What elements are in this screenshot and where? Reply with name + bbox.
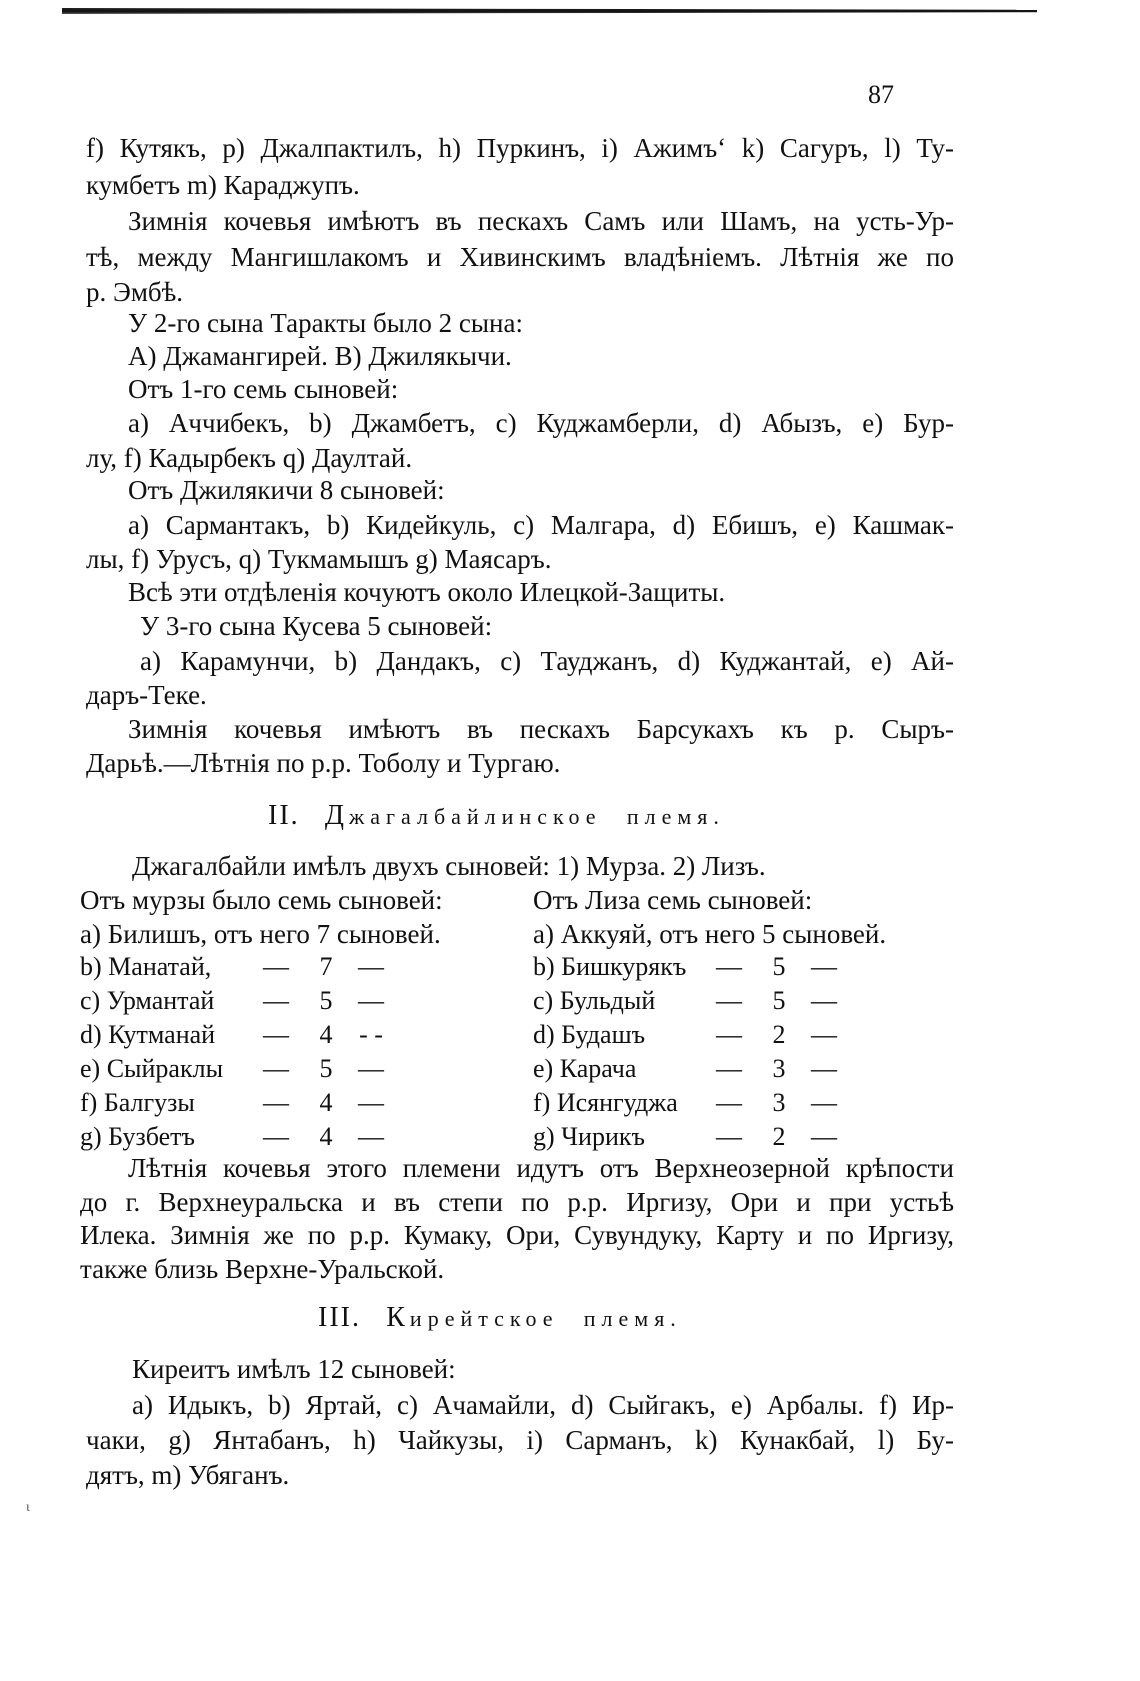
son-row: [80, 1086, 392, 1120]
son-name: f) Исянгуджа: [533, 1088, 678, 1117]
text-line: a) Карамунчи, b) Дандакъ, c) Тауджанъ, d) Куджантай, e) Ай-: [140, 646, 954, 676]
text-line: лы, f) Урусъ, q) Тукмамышъ g) Маясаръ.: [86, 544, 552, 574]
dash-mark: —: [358, 1122, 384, 1151]
son-name: e) Карача: [533, 1054, 637, 1083]
page-number: 87: [868, 80, 894, 109]
son-row: [80, 984, 392, 1018]
son-count: 3: [772, 1054, 786, 1083]
dash-mark: —: [716, 952, 742, 981]
dash-mark: —: [716, 986, 742, 1015]
son-count: 5: [319, 1054, 333, 1083]
text-line: до г. Верхнеуральска и въ степи по р.р. Иргизу, Ори и при устьѣ: [80, 1187, 954, 1217]
son-name: g) Чирикъ: [533, 1122, 645, 1151]
dash-mark: —: [358, 1088, 384, 1117]
son-name: f) Балгузы: [80, 1088, 195, 1117]
heading-word: племя.: [583, 1306, 682, 1331]
son-count: 2: [772, 1020, 786, 1049]
header-rule: [62, 8, 1037, 14]
son-count: 5: [772, 986, 786, 1015]
right-column-header: Отъ Лиза семь сыновей:: [533, 885, 813, 915]
heading-word: жагалбайлинское: [349, 804, 602, 829]
text-line: также близь Верхне-Уральской.: [80, 1254, 445, 1284]
son-name: d) Будашъ: [533, 1020, 646, 1049]
son-count: 5: [772, 952, 786, 981]
dash-mark: —: [811, 1054, 837, 1083]
text-line: тѣ, между Мангишлакомъ и Хивинскимъ владѣніемъ. Лѣтнія же по: [86, 242, 954, 272]
text-line: У 2-го сына Таракты было 2 сына:: [128, 308, 523, 338]
son-count: 4: [319, 1122, 333, 1151]
heading-word: племя.: [626, 804, 725, 829]
son-row: [533, 1086, 845, 1120]
text-line: лу, f) Кадырбекъ q) Даултай.: [86, 443, 413, 473]
son-name: e) Сыйраклы: [80, 1054, 224, 1083]
dash-mark: —: [263, 1088, 289, 1117]
heading-initial: К: [386, 1302, 410, 1333]
dash-mark: —: [716, 1122, 742, 1151]
dash-mark: —: [716, 1088, 742, 1117]
dash-mark: - -: [359, 1020, 383, 1049]
son-row: [80, 1052, 392, 1086]
text-line: дятъ, m) Убяганъ.: [86, 1460, 290, 1490]
right-sons-table: [533, 950, 845, 1154]
son-count: 4: [319, 1020, 333, 1049]
text-line: A) Джамангирей. B) Джилякычи.: [128, 341, 512, 371]
left-column-header: Отъ мурзы было семь сыновей:: [80, 885, 443, 915]
text-line: Киреитъ имѣлъ 12 сыновей:: [132, 1354, 456, 1384]
son-count: 2: [772, 1122, 786, 1151]
dash-mark: —: [811, 986, 837, 1015]
son-name: b) Бишкурякъ: [533, 952, 687, 981]
text-line: даръ-Теке.: [86, 680, 207, 710]
text-line: Лѣтнія кочевья этого племени идутъ отъ Верхнеозерной крѣпости: [128, 1153, 954, 1183]
son-row: [533, 1052, 845, 1086]
text-line: Всѣ эти отдѣленія кочуютъ около Илецкой-Защиты.: [128, 577, 726, 607]
dash-mark: —: [263, 1020, 289, 1049]
dash-mark: —: [263, 1054, 289, 1083]
dash-mark: —: [358, 986, 384, 1015]
dash-mark: —: [811, 1088, 837, 1117]
son-name: g) Бузбетъ: [80, 1122, 195, 1151]
text-line: Зимнія кочевья имѣютъ въ пескахъ Самъ или Шамъ, на усть-Ур-: [128, 206, 954, 236]
section-numeral: III.: [318, 1302, 361, 1333]
section-numeral: II.: [268, 800, 300, 831]
section-heading: [268, 800, 725, 832]
section-heading: [318, 1302, 682, 1334]
heading-initial: Д: [324, 800, 350, 831]
dash-mark: —: [263, 1122, 289, 1151]
text-line: Отъ Джилякичи 8 сыновей:: [128, 475, 445, 505]
son-name: b) Манатай,: [80, 952, 212, 981]
section-intro: Джагалбайли имѣлъ двухъ сыновей: 1) Мурза. 2) Лизъ.: [132, 851, 766, 881]
left-first-row: a) Билишъ, отъ него 7 сыновей.: [80, 919, 441, 949]
son-count: 5: [319, 986, 333, 1015]
text-line: Зимнія кочевья имѣютъ въ пескахъ Барсукахъ къ р. Сыръ-: [128, 714, 954, 744]
heading-word: ирейтское: [409, 1306, 559, 1331]
dash-mark: —: [811, 1020, 837, 1049]
dash-mark: —: [716, 1020, 742, 1049]
son-name: d) Кутманай: [80, 1020, 216, 1049]
dash-mark: —: [263, 986, 289, 1015]
son-row: [533, 950, 845, 984]
text-line: Илека. Зимнія же по р.р. Кумаку, Ори, Сувундуку, Карту и по Иргизу,: [80, 1220, 954, 1250]
text-line: кумбетъ m) Караджупъ.: [86, 170, 360, 200]
text-line: р. Эмбѣ.: [86, 277, 184, 307]
son-name: c) Бульдый: [533, 986, 656, 1015]
son-name: c) Урмантай: [80, 986, 215, 1015]
son-row: [533, 984, 845, 1018]
text-line: У 3-го сына Кусева 5 сыновей:: [140, 611, 493, 641]
dash-mark: —: [811, 952, 837, 981]
text-line: чаки, g) Янтабанъ, h) Чайкузы, i) Сарманъ, k) Кунакбай, l) Бу-: [86, 1425, 954, 1455]
son-row: [533, 1018, 845, 1052]
right-first-row: a) Аккуяй, отъ него 5 сыновей.: [533, 919, 887, 949]
text-line: Отъ 1-го семь сыновей:: [128, 374, 399, 404]
dash-mark: —: [263, 952, 289, 981]
son-count: 3: [772, 1088, 786, 1117]
text-line: Дарьѣ.—Лѣтнія по р.р. Тоболу и Тургаю.: [86, 748, 561, 778]
dash-mark: —: [358, 952, 384, 981]
text-line: f) Кутякъ, p) Джалпактилъ, h) Пуркинъ, i) Ажимъ‘ k) Сагуръ, l) Ту-: [86, 133, 954, 163]
son-row: [80, 950, 392, 984]
text-line: a) Сармантакъ, b) Кидейкуль, c) Малгара, d) Ебишъ, e) Кашмак-: [128, 510, 954, 540]
son-row: [80, 1120, 392, 1154]
margin-mark: ι: [26, 1500, 30, 1515]
son-row: [80, 1018, 392, 1052]
dash-mark: —: [811, 1122, 837, 1151]
son-count: 4: [319, 1088, 333, 1117]
dash-mark: —: [716, 1054, 742, 1083]
left-sons-table: [80, 950, 392, 1154]
text-line: a) Аччибекъ, b) Джамбетъ, c) Куджамберли, d) Абызъ, e) Бур-: [128, 408, 954, 438]
son-row: [533, 1120, 845, 1154]
text-line: a) Идыкъ, b) Яртай, c) Ачамайли, d) Сыйгакъ, e) Арбалы. f) Ир-: [132, 1390, 954, 1420]
dash-mark: —: [358, 1054, 384, 1083]
son-count: 7: [319, 952, 333, 981]
